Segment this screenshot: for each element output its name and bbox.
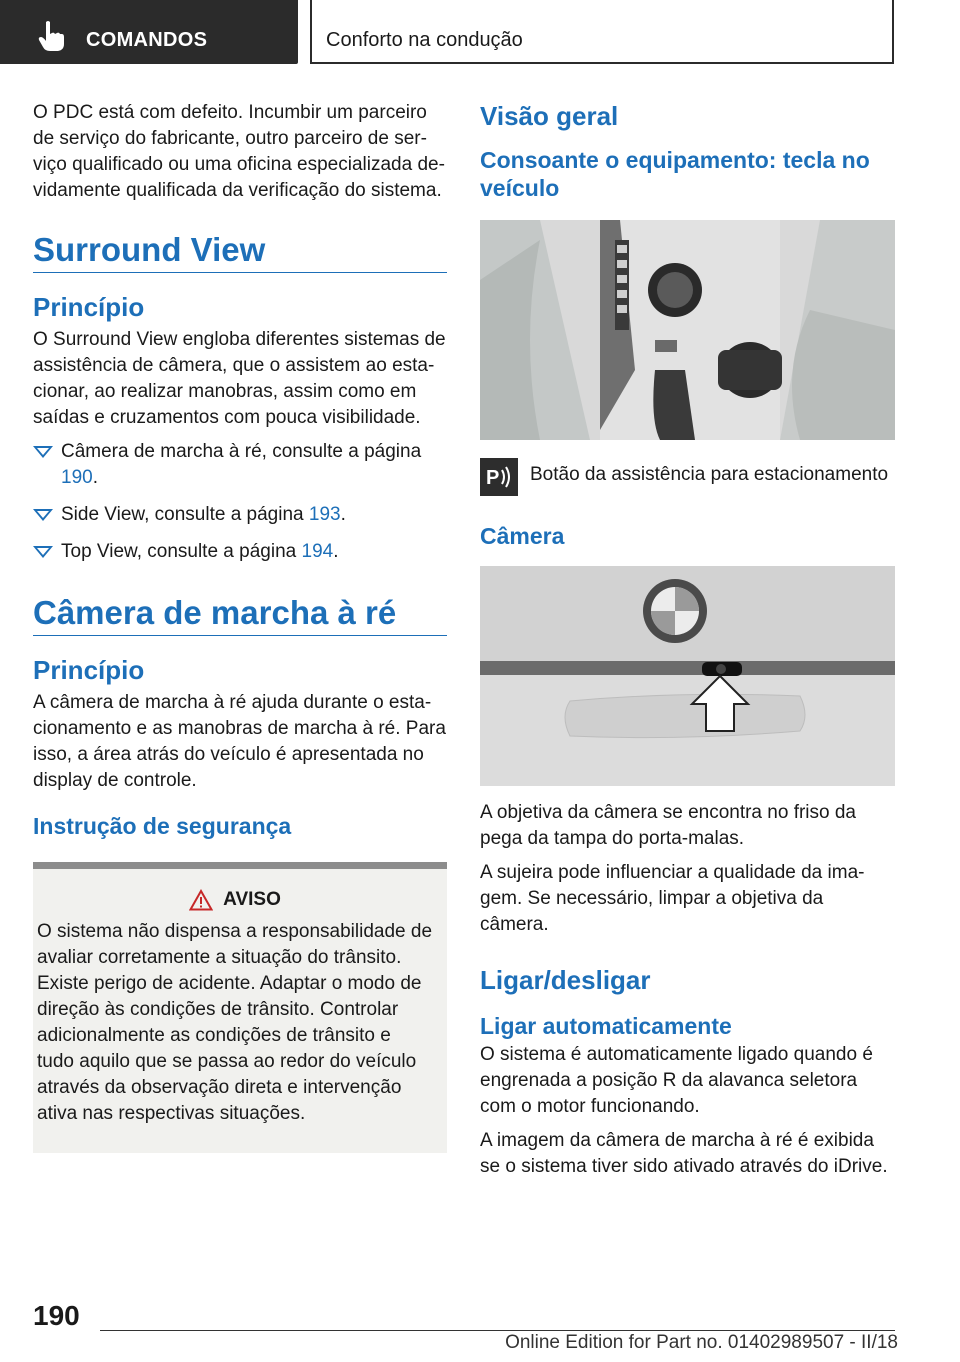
camera-paragraph-2: A sujeira pode influenciar a qualidade da imagem. Se necessário, limpar a objetiva da câmera. <box>480 862 865 935</box>
button-caption <box>480 458 895 496</box>
intro-paragraph: O PDC está com defeito. Incumbir um parceiro de serviço do fabricante, outro parceiro de serviço qualificado ou uma oficina especializada devidamente qualificada da verificação do sistema. <box>33 102 445 201</box>
auto-on-heading: Ligar automaticamente <box>480 1013 732 1039</box>
surround-principle-heading: Princípio <box>33 292 145 322</box>
warning-triangle-icon <box>189 889 213 911</box>
footer-edition: Online Edition for Part no. 01402989507 - II/18 <box>505 1332 898 1353</box>
section-frame <box>310 0 894 64</box>
equipment-heading: Consoante o equipamento: tecla no veículo <box>480 147 870 201</box>
reverse-principle-text: A câmera de marcha à ré ajuda durante o estacionamento e as manobras de marcha à ré. Para isso, a área atrás do veículo é apresentada no display de controle. <box>33 692 446 791</box>
warning-box <box>33 862 447 1153</box>
warning-title: AVISO <box>223 889 281 910</box>
auto-on-paragraph-1: O sistema é automaticamente ligado quando é engrenada a posição R da alavanca seletora com o motor funcionando. <box>480 1044 873 1117</box>
surround-list <box>33 439 447 565</box>
triangle-bullet-icon <box>33 446 53 458</box>
page-link[interactable]: 190 <box>61 467 93 488</box>
center-console-photo <box>480 220 895 440</box>
svg-text:P: P <box>486 467 500 489</box>
auto-on-paragraph-2: A imagem da câmera de marcha à ré é exibida se o sistema tiver sido ativado através do iDrive. <box>480 1130 888 1177</box>
triangle-bullet-icon <box>33 509 53 521</box>
hand-pointer-icon <box>36 20 70 52</box>
chapter-label: COMANDOS <box>86 29 208 51</box>
page-link[interactable]: 194 <box>301 541 334 562</box>
rear-camera-photo <box>480 566 895 786</box>
surround-principle-text: O Surround View engloba diferentes sistemas de assistência de câmera, que o assistem ao estacionar, ao realizar manobras, assim como em saídas e cruzamentos com pouca visibilidade. <box>33 329 446 428</box>
list-item: Side View, consulte a página 193. <box>33 502 447 528</box>
triangle-bullet-icon <box>33 546 53 558</box>
surround-view-heading: Surround View <box>33 230 447 273</box>
page-header <box>0 0 960 66</box>
left-column <box>33 100 447 1153</box>
section-title: Conforto na condução <box>326 29 523 51</box>
list-item: Câmera de marcha à ré, consulte a página 190. <box>33 439 447 491</box>
camera-heading: Câmera <box>480 523 565 549</box>
parking-assist-button-icon <box>480 458 518 496</box>
on-off-heading: Ligar/desligar <box>480 965 651 995</box>
safety-heading: Instrução de segurança <box>33 813 292 839</box>
warning-text: O sistema não dispensa a responsabilidade de avaliar corretamente a situação do trânsito. Existe perigo de acidente. Adaptar o modo de direção às condições de trânsito. Controlar adicionalmente as condições de trânsito e tudo aquilo que se passa ao redor do veículo através da observação direta e intervenção ativa nas respectivas situações. <box>37 921 433 1124</box>
overview-heading: Visão geral <box>480 101 619 131</box>
chapter-tab[interactable] <box>0 0 298 64</box>
right-column <box>480 100 895 1188</box>
page-number: 190 <box>33 1300 80 1331</box>
footer-rule <box>100 1330 895 1331</box>
page-link[interactable]: 193 <box>308 504 341 525</box>
warning-header <box>37 889 433 911</box>
button-caption-text: Botão da assistência para estacionamento <box>530 464 889 485</box>
camera-paragraph-1: A objetiva da câmera se encontra no friso da pega da tampa do porta-malas. <box>480 802 857 849</box>
list-item: Top View, consulte a página 194. <box>33 539 447 565</box>
reverse-principle-heading: Princípio <box>33 655 145 685</box>
reverse-camera-heading: Câmera de marcha à ré <box>33 593 447 636</box>
